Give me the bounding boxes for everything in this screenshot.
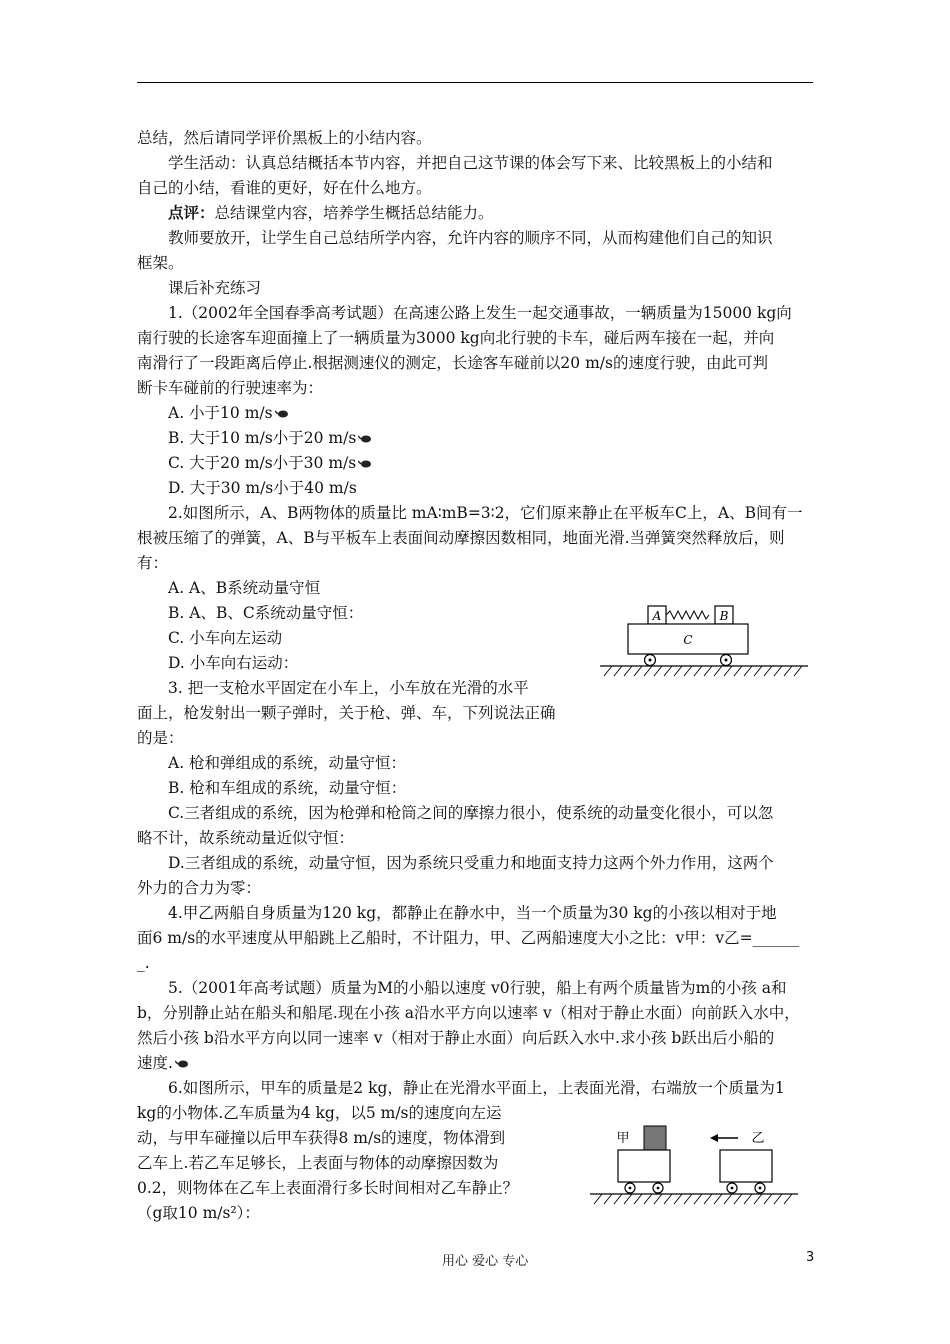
comment-text: 总结课堂内容，培养学生概括总结能力。: [214, 204, 494, 222]
q1-option-c: C. 大于20 m/s小于30 m/s: [168, 453, 372, 473]
q2-option-d: D. 小车向右运动：: [168, 654, 299, 672]
label-jia: 甲: [616, 1131, 630, 1146]
comment-label: 点评：: [168, 203, 215, 222]
mouse-icon: [358, 459, 372, 469]
arrow-head-icon: [710, 1134, 718, 1142]
q6-line: （g取10 m/s²）：: [137, 1204, 260, 1222]
q2-line: 2.如图所示，A、B两物体的质量比 mA∶mB=3∶2，它们原来静止在平板车C上，A、B间有一: [168, 504, 803, 522]
text-line: 总结，然后请同学评价黑板上的小结内容。: [137, 129, 432, 147]
text-line: 框架。: [137, 254, 184, 272]
two-carts-figure: [588, 1118, 803, 1208]
q6-line: 6.如图所示，甲车的质量是2 kg，静止在光滑水平面上，上表面光滑，右端放一个质量为1: [168, 1079, 785, 1097]
q3-option-c-cont: 略不计，故系统动量近似守恒：: [137, 829, 355, 847]
label-a: A: [652, 609, 662, 623]
footer-motto: 用心 爱心 专心: [442, 1254, 529, 1269]
q5-line: 速度.: [137, 1053, 189, 1073]
q2-option-b: B. A、B、C系统动量守恒：: [168, 604, 364, 622]
q2-option-a: A. A、B系统动量守恒: [168, 579, 321, 597]
q3-option-a: A. 枪和弹组成的系统，动量守恒：: [168, 754, 407, 772]
q2-option-c: C. 小车向左运动: [168, 629, 283, 647]
mouse-icon: [175, 1059, 189, 1069]
header-rule: [137, 82, 813, 83]
q5-line: b，分别静止站在船头和船尾.现在小孩 a沿水平方向以速率 v（相对于静止水面）向前跃入水中，: [137, 1004, 800, 1022]
q1-line: 断卡车碰前的行驶速率为：: [137, 379, 324, 397]
label-c: C: [683, 633, 693, 647]
cart-yi: [720, 1150, 772, 1182]
ground-hatch: [604, 666, 802, 676]
q1-line: 南滑行了一段距离后停止.根据测速仪的测定，长途客车碰前以20 m/s的速度行驶，由此可判: [137, 354, 768, 372]
cart-spring-figure: [598, 598, 813, 678]
comment-line: [168, 203, 494, 223]
q6-line: 0.2，则物体在乙车上表面滑行多长时间相对乙车静止？: [137, 1179, 519, 1197]
q1-option-a: A. 小于10 m/s: [168, 403, 289, 423]
q1-line: 南行驶的长途客车迎面撞上了一辆质量为3000 kg向北行驶的卡车，碰后两车接在一起，并向: [137, 329, 775, 347]
cart-jia: [618, 1150, 670, 1182]
mouse-icon: [358, 434, 372, 444]
q3-line: 3. 把一支枪水平固定在小车上，小车放在光滑的水平: [168, 679, 529, 697]
mouse-icon: [275, 409, 289, 419]
q3-option-d: D.三者组成的系统，动量守恒，因为系统只受重力和地面支持力这两个外力作用，这两个: [168, 854, 774, 872]
spring: [666, 611, 709, 619]
q6-line: 动，与甲车碰撞以后甲车获得8 m/s的速度，物体滑到: [137, 1129, 506, 1147]
q4-line: _.: [137, 954, 150, 972]
text-line: 学生活动：认真总结概括本节内容，并把自己这节课的体会写下来、比较黑板上的小结和: [168, 154, 773, 172]
label-b: B: [719, 609, 729, 623]
q5-line: 然后小孩 b沿水平方向以同一速率 v（相对于静止水面）向后跃入水中.求小孩 b跃出后小船的: [137, 1029, 775, 1047]
q4-line: 面6 m/s的水平速度从甲船跳上乙船时，不计阻力，甲、乙两船速度大小之比：v甲：v乙=______: [137, 929, 800, 947]
q1-option-b: B. 大于10 m/s小于20 m/s: [168, 428, 372, 448]
q1-option-d: D. 大于30 m/s小于40 m/s: [168, 479, 357, 497]
q3-line: 的是：: [137, 729, 184, 747]
q6-line: 乙车上.若乙车足够长，上表面与物体的动摩擦因数为: [137, 1154, 499, 1172]
page-number: 3: [806, 1250, 815, 1265]
q6-line: kg的小物体.乙车质量为4 kg，以5 m/s的速度向左运: [137, 1104, 502, 1122]
ground-hatch: [594, 1194, 792, 1204]
q5-line: 5.（2001年高考试题）质量为M的小船以速度 v0行驶，船上有两个质量皆为m的小孩 a和: [168, 979, 787, 997]
small-object: [644, 1126, 666, 1150]
q3-option-d-cont: 外力的合力为零：: [137, 879, 262, 897]
q2-line: 有：: [137, 554, 169, 572]
q3-option-c: C.三者组成的系统，因为枪弹和枪筒之间的摩擦力很小，使系统的动量变化很小，可以忽: [168, 804, 774, 822]
text-line: 自己的小结，看谁的更好，好在什么地方。: [137, 179, 432, 197]
q3-line: 面上，枪发射出一颗子弹时，关于枪、弹、车，下列说法正确: [137, 704, 556, 722]
q3-option-b: B. 枪和车组成的系统，动量守恒：: [168, 779, 407, 797]
q4-line: 4.甲乙两船自身质量为120 kg，都静止在静水中，当一个质量为30 kg的小孩以相对于地: [168, 904, 777, 922]
text-line: 教师要放开，让学生自己总结所学内容，允许内容的顺序不同，从而构建他们自己的知识: [168, 229, 773, 247]
q2-line: 根被压缩了的弹簧，A、B与平板车上表面间动摩擦因数相同，地面光滑.当弹簧突然释放后，则: [137, 529, 785, 547]
q1-line: 1.（2002年全国春季高考试题）在高速公路上发生一起交通事故，一辆质量为15000 kg向: [168, 304, 792, 322]
section-title: 课后补充练习: [168, 279, 262, 297]
label-yi: 乙: [751, 1131, 765, 1146]
